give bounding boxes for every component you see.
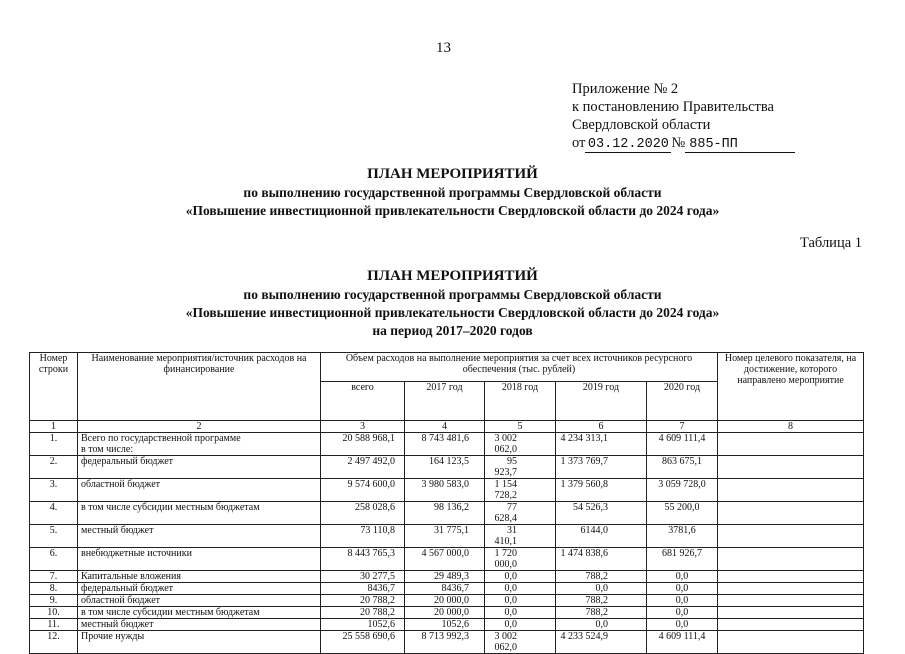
row-2018: 1 154 728,2 xyxy=(485,479,556,502)
row-2017: 8436,7 xyxy=(405,583,485,595)
table-row xyxy=(30,583,864,595)
row-2019: 0,0 xyxy=(556,583,647,595)
document-title-main: ПЛАН МЕРОПРИЯТИЙ xyxy=(367,166,538,182)
row-2017: 8 743 481,6 xyxy=(405,433,485,456)
row-2019: 1 379 560,8 xyxy=(556,479,647,502)
table-row xyxy=(30,631,864,654)
row-2018: 0,0 xyxy=(485,571,556,583)
table-title xyxy=(0,267,905,340)
header-row-number: Номер строки xyxy=(30,353,78,421)
row-2017: 164 123,5 xyxy=(405,456,485,479)
row-2020: 4 609 111,4 xyxy=(647,433,718,456)
row-2017: 29 489,3 xyxy=(405,571,485,583)
row-total: 9 574 600,0 xyxy=(321,479,405,502)
row-target xyxy=(718,456,864,479)
row-2020: 681 926,7 xyxy=(647,548,718,571)
column-number: 5 xyxy=(485,421,556,433)
row-2019: 6144,0 xyxy=(556,525,647,548)
appendix-note xyxy=(572,80,795,153)
row-2017: 98 136,2 xyxy=(405,502,485,525)
row-name-line: Всего по государственной программе xyxy=(81,433,241,444)
row-2019: 788,2 xyxy=(556,571,647,583)
row-total: 20 788,2 xyxy=(321,607,405,619)
plan-table xyxy=(29,352,864,654)
row-name: федеральный бюджет xyxy=(78,456,321,479)
row-2018: 0,0 xyxy=(485,595,556,607)
row-2018: 3 002 062,0 xyxy=(485,631,556,654)
table-row xyxy=(30,548,864,571)
row-target xyxy=(718,595,864,607)
row-number: 6. xyxy=(30,548,78,571)
row-name: областной бюджет xyxy=(78,595,321,607)
row-total: 8436,7 xyxy=(321,583,405,595)
column-number: 7 xyxy=(647,421,718,433)
header-2017: 2017 год xyxy=(405,382,485,421)
row-2017: 20 000,0 xyxy=(405,607,485,619)
row-2019: 788,2 xyxy=(556,607,647,619)
document-title-line-2: по выполнению государственной программы Свердловской области xyxy=(243,185,662,200)
row-name-subline: в том числе: xyxy=(81,444,134,455)
table-row xyxy=(30,479,864,502)
document-title-line-3: «Повышение инвестиционной привлекательности Свердловской области до 2024 года» xyxy=(185,203,720,218)
row-target xyxy=(718,631,864,654)
row-2018: 0,0 xyxy=(485,607,556,619)
row-target xyxy=(718,583,864,595)
row-number: 12. xyxy=(30,631,78,654)
row-2019: 4 234 313,1 xyxy=(556,433,647,456)
header-2019: 2019 год xyxy=(556,382,647,421)
row-2020: 0,0 xyxy=(647,583,718,595)
row-number: 10. xyxy=(30,607,78,619)
row-2017: 1052,6 xyxy=(405,619,485,631)
row-target xyxy=(718,502,864,525)
row-target xyxy=(718,525,864,548)
table-row xyxy=(30,456,864,479)
row-2020: 0,0 xyxy=(647,571,718,583)
row-name: в том числе субсидии местным бюджетам xyxy=(78,607,321,619)
row-2017: 20 000,0 xyxy=(405,595,485,607)
appendix-line-2: к постановлению Правительства xyxy=(572,99,774,115)
column-number: 8 xyxy=(718,421,864,433)
row-number: 11. xyxy=(30,619,78,631)
row-name: федеральный бюджет xyxy=(78,583,321,595)
row-2017: 4 567 000,0 xyxy=(405,548,485,571)
row-name: в том числе субсидии местным бюджетам xyxy=(78,502,321,525)
row-target xyxy=(718,433,864,456)
row-2018: 0,0 xyxy=(485,583,556,595)
row-total: 8 443 765,3 xyxy=(321,548,405,571)
appendix-from-label: от xyxy=(572,135,586,151)
row-2019: 54 526,3 xyxy=(556,502,647,525)
header-2018: 2018 год xyxy=(485,382,556,421)
row-number: 4. xyxy=(30,502,78,525)
row-name: Прочие нужды xyxy=(78,631,321,654)
table-title-period: на период 2017–2020 годов xyxy=(372,323,533,338)
table-row xyxy=(30,595,864,607)
row-2020: 0,0 xyxy=(647,619,718,631)
row-2020: 3781,6 xyxy=(647,525,718,548)
column-number-row xyxy=(30,421,864,433)
row-target xyxy=(718,571,864,583)
table-row xyxy=(30,433,864,456)
row-2020: 3 059 728,0 xyxy=(647,479,718,502)
header-2020: 2020 год xyxy=(647,382,718,421)
row-2018: 1 720 000,0 xyxy=(485,548,556,571)
row-2018: 31 410,1 xyxy=(485,525,556,548)
row-total: 30 277,5 xyxy=(321,571,405,583)
table-row xyxy=(30,607,864,619)
row-2019: 1 474 838,6 xyxy=(556,548,647,571)
appendix-line-3: Свердловской области xyxy=(572,117,711,133)
appendix-number-sign: № xyxy=(671,135,686,151)
row-2019: 0,0 xyxy=(556,619,647,631)
row-target xyxy=(718,607,864,619)
row-target xyxy=(718,548,864,571)
header-name: Наименование мероприятия/источник расходов на финансирование xyxy=(78,353,321,421)
appendix-line-1: Приложение № 2 xyxy=(572,81,679,97)
row-2020: 55 200,0 xyxy=(647,502,718,525)
row-total: 2 497 492,0 xyxy=(321,456,405,479)
header-total: всего xyxy=(321,382,405,421)
row-name: местный бюджет xyxy=(78,525,321,548)
column-number: 4 xyxy=(405,421,485,433)
row-number: 2. xyxy=(30,456,78,479)
table-title-line-3: «Повышение инвестиционной привлекательности Свердловской области до 2024 года» xyxy=(185,305,720,320)
row-2018: 3 002 062,0 xyxy=(485,433,556,456)
row-2020: 4 609 111,4 xyxy=(647,631,718,654)
row-name xyxy=(78,433,321,456)
row-total: 73 110,8 xyxy=(321,525,405,548)
row-number: 9. xyxy=(30,595,78,607)
row-total: 25 558 690,6 xyxy=(321,631,405,654)
row-2020: 863 675,1 xyxy=(647,456,718,479)
header-volume: Объем расходов на выполнение мероприятия за счет всех источников ресурсного обеспечения (тыс. рублей) xyxy=(321,353,718,382)
plan-table-body xyxy=(30,433,864,654)
appendix-date: 03.12.2020 xyxy=(585,137,671,153)
row-name: Капитальные вложения xyxy=(78,571,321,583)
column-number: 3 xyxy=(321,421,405,433)
table-row xyxy=(30,571,864,583)
table-label: Таблица 1 xyxy=(800,235,863,251)
document-title xyxy=(0,165,905,220)
column-number: 6 xyxy=(556,421,647,433)
row-number: 8. xyxy=(30,583,78,595)
row-total: 258 028,6 xyxy=(321,502,405,525)
column-number: 2 xyxy=(78,421,321,433)
row-number: 3. xyxy=(30,479,78,502)
row-2019: 1 373 769,7 xyxy=(556,456,647,479)
table-row xyxy=(30,502,864,525)
column-number: 1 xyxy=(30,421,78,433)
row-target xyxy=(718,619,864,631)
row-2018: 0,0 xyxy=(485,619,556,631)
row-total: 20 788,2 xyxy=(321,595,405,607)
row-2019: 788,2 xyxy=(556,595,647,607)
row-2018: 95 923,7 xyxy=(485,456,556,479)
page-number: 13 xyxy=(436,40,451,56)
appendix-date-line xyxy=(572,134,795,153)
row-name: местный бюджет xyxy=(78,619,321,631)
row-2017: 8 713 992,3 xyxy=(405,631,485,654)
row-2017: 31 775,1 xyxy=(405,525,485,548)
row-number: 7. xyxy=(30,571,78,583)
appendix-number: 885-ПП xyxy=(685,137,795,153)
row-target xyxy=(718,479,864,502)
row-2020: 0,0 xyxy=(647,607,718,619)
table-title-main: ПЛАН МЕРОПРИЯТИЙ xyxy=(367,268,538,284)
row-2018: 77 628,4 xyxy=(485,502,556,525)
row-2020: 0,0 xyxy=(647,595,718,607)
table-row xyxy=(30,525,864,548)
row-number: 1. xyxy=(30,433,78,456)
row-name: областной бюджет xyxy=(78,479,321,502)
table-title-line-2: по выполнению государственной программы Свердловской области xyxy=(243,287,662,302)
row-total: 1052,6 xyxy=(321,619,405,631)
row-2017: 3 980 583,0 xyxy=(405,479,485,502)
table-row xyxy=(30,619,864,631)
row-2019: 4 233 524,9 xyxy=(556,631,647,654)
row-number: 5. xyxy=(30,525,78,548)
row-total: 20 588 968,1 xyxy=(321,433,405,456)
header-indicator: Номер целевого показателя, на достижение, которого направлено мероприятие xyxy=(718,353,864,421)
row-name: внебюджетные источники xyxy=(78,548,321,571)
